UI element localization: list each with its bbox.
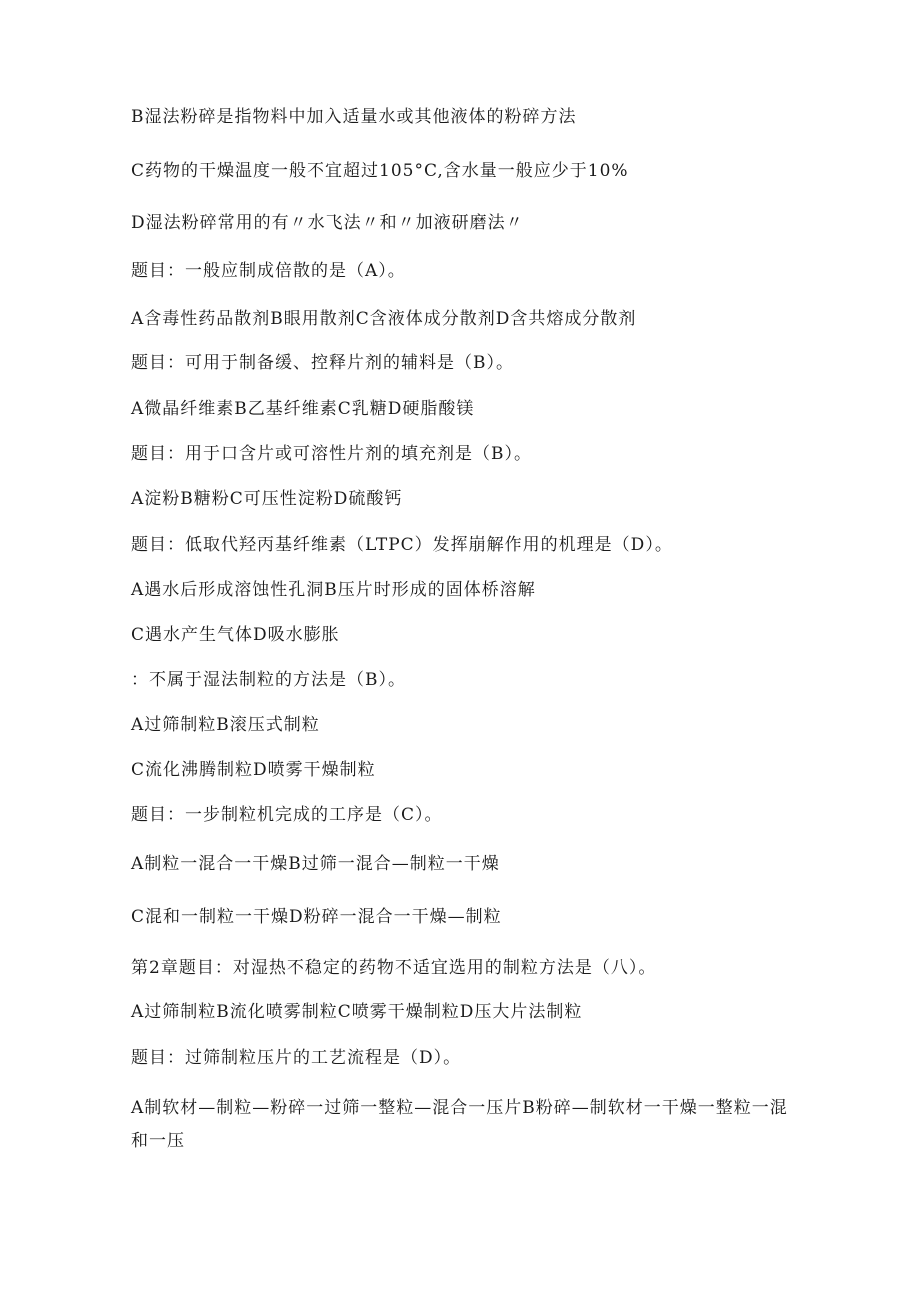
question-line: 题目：一般应制成倍散的是（A）。: [131, 261, 406, 281]
options-line: A遇水后形成溶蚀性孔洞B压片时形成的固体桥溶解: [131, 580, 536, 600]
question-line: 题目：用于口含片或可溶性片剂的填充剂是（B）。: [131, 444, 532, 464]
options-line: A过筛制粒B流化喷雾制粒C喷雾干燥制粒D压大片法制粒: [131, 1002, 583, 1022]
text-line: C药物的干燥温度一般不宜超过105°C,含水量一般应少于10%: [131, 161, 629, 181]
options-line: A淀粉B糖粉C可压性淀粉D硫酸钙: [131, 489, 403, 509]
text-line: B湿法粉碎是指物料中加入适量水或其他液体的粉碎方法: [131, 107, 577, 127]
question-line: 题目：一步制粒机完成的工序是（C）。: [131, 805, 443, 825]
options-line: A制软材—制粒—粉碎一过筛一整粒—混合一压片B粉碎—制软材一干燥一整粒一混和一压: [131, 1098, 788, 1151]
options-line: C遇水产生气体D吸水膨胀: [131, 625, 340, 645]
text-line: D湿法粉碎常用的有〃水飞法〃和〃加液研磨法〃: [131, 213, 524, 233]
question-line: 题目：可用于制备缓、控释片剂的辅料是（B）。: [131, 353, 514, 373]
question-line: 题目：过筛制粒压片的工艺流程是（D）。: [131, 1048, 462, 1068]
options-line: A微晶纤维素B乙基纤维素C乳糖D硬脂酸镁: [131, 399, 475, 419]
options-line: C流化沸腾制粒D喷雾干燥制粒: [131, 760, 376, 780]
options-line: A过筛制粒B滚压式制粒: [131, 715, 320, 735]
question-line: 题目：低取代羟丙基纤维素（LTPC）发挥崩解作用的机理是（D）。: [131, 535, 673, 555]
options-line: A含毒性药品散剂B眼用散剂C含液体成分散剂D含共熔成分散剂: [131, 309, 637, 329]
question-line: 第2章题目：对湿热不稳定的药物不适宜选用的制粒方法是（八）。: [131, 958, 657, 978]
options-line: C混和一制粒一干燥D粉碎一混合一干燥—制粒: [131, 907, 502, 927]
question-line: ：不属于湿法制粒的方法是（B）。: [131, 670, 406, 690]
options-line: A制粒一混合一干燥B过筛一混合—制粒一干燥: [131, 854, 500, 874]
